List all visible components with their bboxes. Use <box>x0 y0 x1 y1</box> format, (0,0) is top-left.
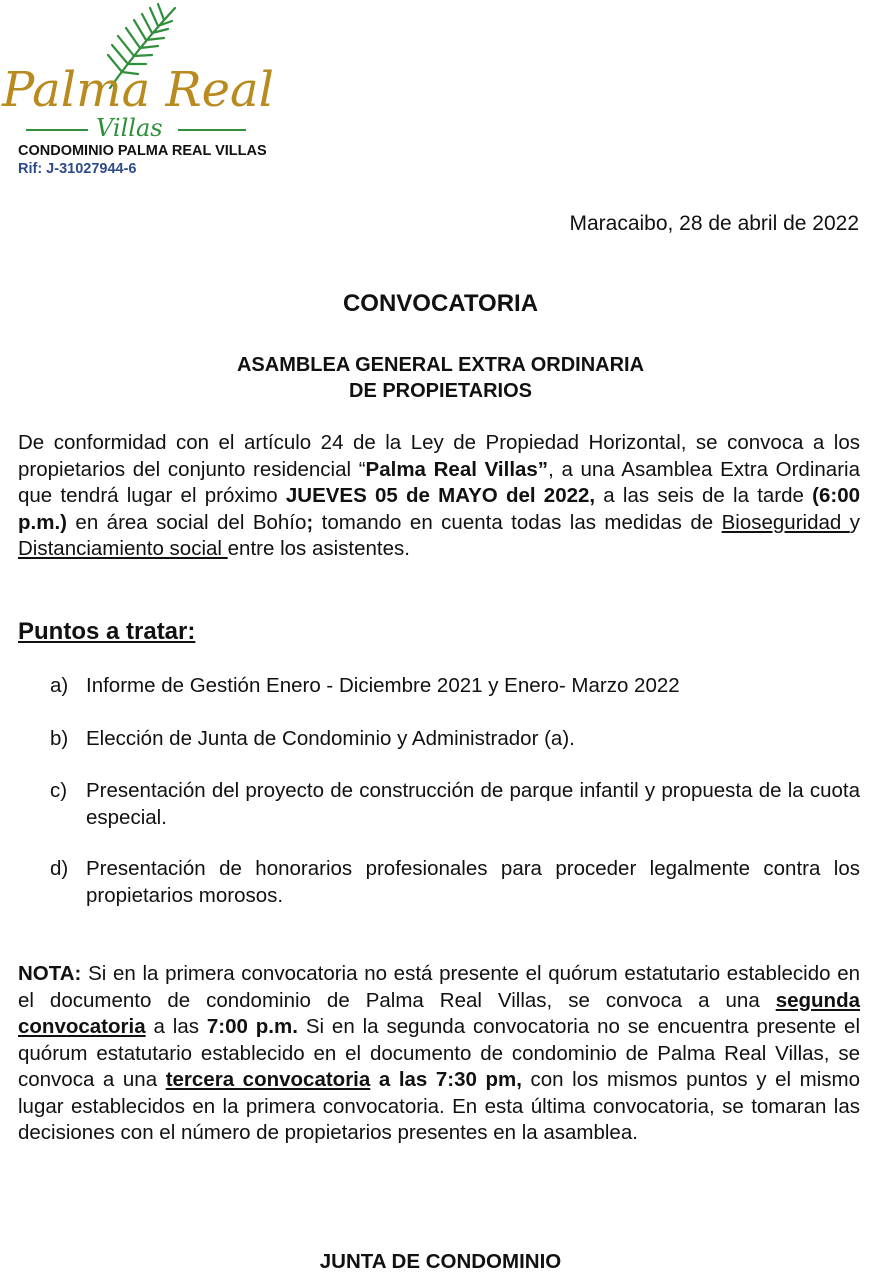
note-paragraph: NOTA: Si en la primera convocatoria no está presente el quórum estatutario establecido en el documento de condominio de Palma Real Villas, se convoca a una segunda convocatoria a las 7:00 p.m. Si en la segunda convocatoria no se encuentra presente el quórum estatutario establecido en el documento de condominio de Palma Real Villas, se convoca a una tercera convocatoria a las 7:30 pm, con los mismos puntos y el mismo lugar establecidos en la primera convocatoria. En esta última convocatoria, se tomaran las decisiones con el número de propietarios presentes en la asamblea. <box>18 962 860 1144</box>
agenda-item-label: c) <box>50 779 68 802</box>
agenda-item-text: Elección de Junta de Condominio y Administrador (a). <box>86 727 575 750</box>
agenda-item-label: b) <box>50 727 69 750</box>
agenda-item <box>50 673 860 700</box>
intro-paragraph: De conformidad con el artículo 24 de la Ley de Propiedad Horizontal, se convoca a los propietarios del conjunto residencial “Palma Real Villas”, a una Asamblea Extra Ordinaria que tendrá lugar el próximo JUEVES 05 de MAYO del 2022, a las seis de la tarde (6:00 p.m.) en área social del Bohío; tomando en cuenta todas las medidas de Bioseguridad y Distanciamiento social entre los asistentes. <box>18 431 860 560</box>
svg-text:Palma Real: Palma Real <box>2 62 275 118</box>
agenda-item-label: d) <box>50 857 69 880</box>
signature: JUNTA DE CONDOMINIO <box>319 1250 562 1273</box>
agenda-item <box>50 778 860 831</box>
agenda-item-text: Presentación del proyecto de construcción de parque infantil y propuesta de la cuota especial. <box>86 779 860 829</box>
document-date: Maracaibo, 28 de abril de 2022 <box>569 212 859 235</box>
palma-real-logo <box>0 0 290 142</box>
subtitle-line-1: ASAMBLEA GENERAL EXTRA ORDINARIA <box>236 354 645 376</box>
agenda-heading: Puntos a tratar: <box>18 618 196 645</box>
agenda-item <box>50 856 860 909</box>
svg-text:Villas: Villas <box>96 114 163 142</box>
document-title: CONVOCATORIA <box>342 290 539 317</box>
agenda-item-text: Presentación de honorarios profesionales para proceder legalmente contra los propietarios morosos. <box>86 857 860 907</box>
agenda-item-text: Informe de Gestión Enero - Diciembre 2021 y Enero- Marzo 2022 <box>86 674 680 697</box>
org-name: CONDOMINIO PALMA REAL VILLAS <box>18 143 267 159</box>
agenda-item <box>50 726 860 753</box>
subtitle-line-2: DE PROPIETARIOS <box>349 380 532 402</box>
document-subtitle <box>0 352 881 404</box>
org-rif: Rif: J-31027944-6 <box>18 161 137 177</box>
agenda-item-label: a) <box>50 674 69 697</box>
